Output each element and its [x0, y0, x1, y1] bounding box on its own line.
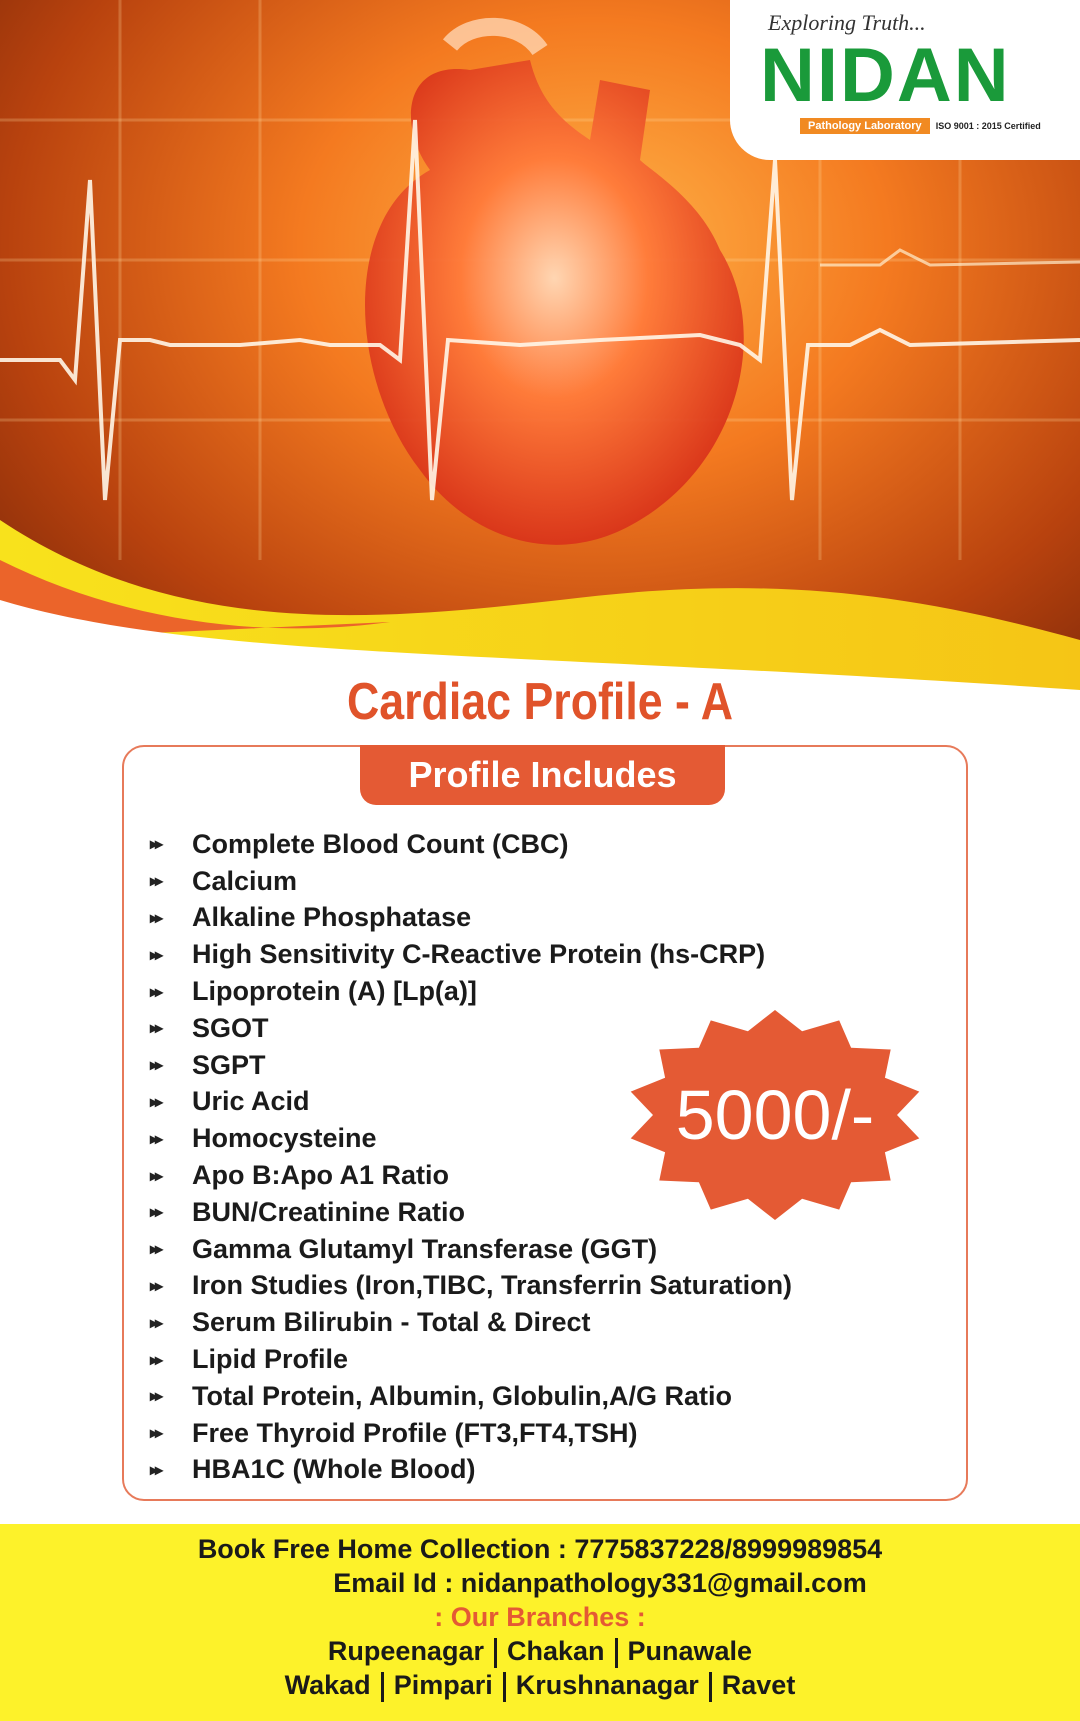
divider [615, 1638, 618, 1668]
logo-subline [800, 118, 1041, 134]
list-item [150, 1415, 792, 1452]
divider [709, 1672, 712, 1702]
bullet-icon: ▸▸ [150, 983, 161, 1001]
branches-row-2 [0, 1668, 1080, 1702]
test-name: Calcium [192, 865, 298, 896]
list-item [150, 826, 792, 863]
test-name: Free Thyroid Profile (FT3,FT4,TSH) [192, 1417, 638, 1448]
test-name: Total Protein, Albumin, Globulin,A/G Ratio [192, 1380, 732, 1411]
list-item [150, 1341, 792, 1378]
price-value: 5000/- [675, 1076, 875, 1154]
test-name: BUN/Creatinine Ratio [192, 1196, 466, 1227]
bullet-icon: ▸▸ [150, 1241, 161, 1259]
logo [730, 0, 1080, 160]
bullet-icon: ▸▸ [150, 1204, 161, 1222]
branch-name: Punawale [627, 1636, 753, 1666]
section-label: Profile Includes [360, 745, 725, 805]
phone-line: Book Free Home Collection : 7775837228/8999989854 [197, 1534, 883, 1564]
divider [381, 1672, 384, 1702]
branch-name: Rupeenagar [327, 1636, 484, 1666]
bullet-icon: ▸▸ [150, 909, 161, 927]
bullet-icon: ▸▸ [150, 1020, 161, 1038]
list-item [150, 1304, 792, 1341]
test-name: SGOT [192, 1012, 269, 1043]
bullet-icon: ▸▸ [150, 873, 161, 891]
branch-name: Wakad [284, 1670, 371, 1700]
test-name: SGPT [192, 1049, 266, 1080]
test-name: Serum Bilirubin - Total & Direct [192, 1307, 591, 1338]
divider [494, 1638, 497, 1668]
branches-heading: : Our Branches : [434, 1602, 646, 1632]
bullet-icon: ▸▸ [150, 1461, 161, 1479]
bullet-icon: ▸▸ [150, 1167, 161, 1185]
branch-name: Ravet [721, 1670, 796, 1700]
list-item [150, 973, 792, 1010]
test-name: Gamma Glutamyl Transferase (GGT) [192, 1233, 658, 1264]
list-item [150, 936, 792, 973]
bullet-icon: ▸▸ [150, 1351, 161, 1369]
test-name: High Sensitivity C-Reactive Protein (hs-CRP) [192, 939, 766, 970]
test-name: Homocysteine [192, 1123, 377, 1154]
logo-certification: ISO 9001 : 2015 Certified [935, 121, 1041, 131]
list-item [150, 1378, 792, 1415]
bullet-icon: ▸▸ [150, 946, 161, 964]
bullet-icon: ▸▸ [150, 1093, 161, 1111]
bullet-icon: ▸▸ [150, 836, 161, 854]
logo-tagline: Exploring Truth... [768, 10, 926, 35]
list-item [150, 1452, 792, 1489]
test-name: HBA1C (Whole Blood) [192, 1454, 476, 1485]
test-name: Uric Acid [192, 1086, 310, 1117]
test-name: Apo B:Apo A1 Ratio [192, 1160, 449, 1191]
test-name: Lipid Profile [192, 1344, 349, 1375]
page-title: Cardiac Profile - A [346, 673, 734, 731]
logo-lab-label: Pathology Laboratory [800, 118, 930, 134]
email-line: Email Id : nidanpathology331@gmail.com [333, 1568, 867, 1598]
divider [503, 1672, 506, 1702]
test-name: Iron Studies (Iron,TIBC, Transferrin Saturation) [192, 1270, 793, 1301]
bullet-icon: ▸▸ [150, 1425, 161, 1443]
branch-name: Chakan [506, 1636, 605, 1666]
list-item [150, 863, 792, 900]
test-name: Lipoprotein (A) [Lp(a)] [192, 976, 477, 1007]
list-item [150, 1268, 792, 1305]
test-name: Alkaline Phosphatase [192, 902, 472, 933]
bullet-icon: ▸▸ [150, 1130, 161, 1148]
hero-heart-image [0, 0, 1080, 700]
price-badge [625, 1008, 925, 1222]
logo-name: NIDAN [760, 33, 1011, 118]
branch-name: Pimpari [393, 1670, 493, 1700]
list-item [150, 1231, 792, 1268]
bullet-icon: ▸▸ [150, 1057, 161, 1075]
bullet-icon: ▸▸ [150, 1277, 161, 1295]
contact-footer [0, 1524, 1080, 1721]
test-name: Complete Blood Count (CBC) [192, 828, 569, 859]
bullet-icon: ▸▸ [150, 1314, 161, 1332]
list-item [150, 900, 792, 937]
branch-name: Krushnanagar [515, 1670, 699, 1700]
branches-row-1 [0, 1634, 1080, 1668]
bullet-icon: ▸▸ [150, 1388, 161, 1406]
